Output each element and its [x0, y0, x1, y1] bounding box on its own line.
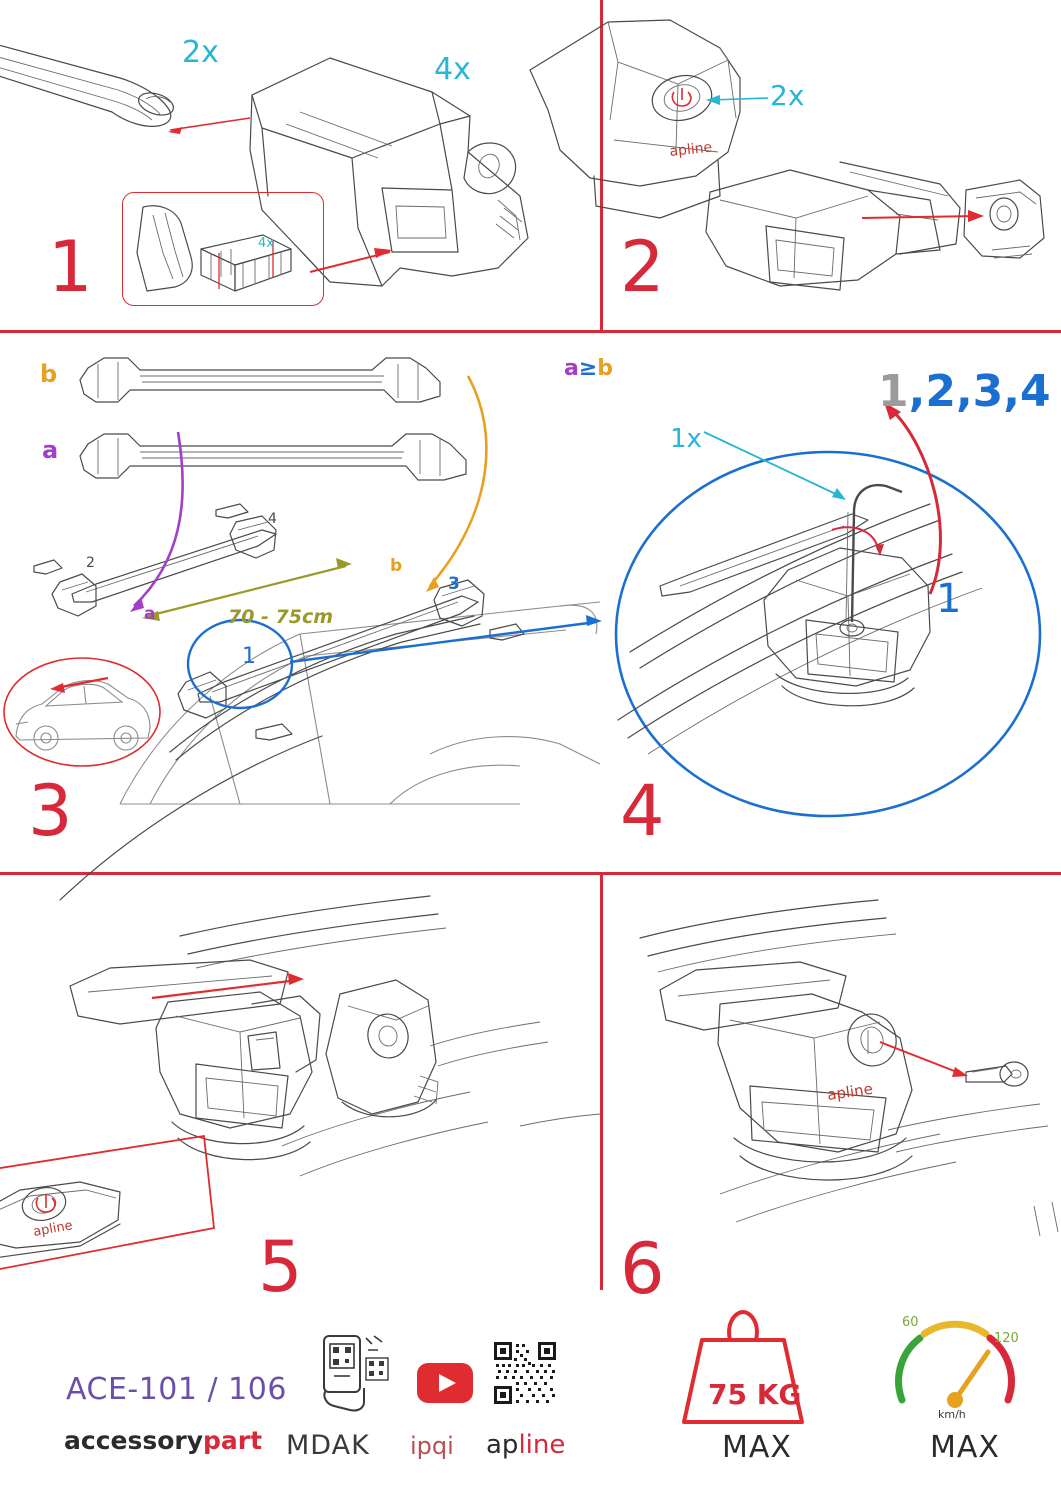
step-1-count-4x: 4x — [434, 52, 471, 87]
key-graphic — [966, 1062, 1028, 1086]
step-5-number: 5 — [258, 1226, 301, 1308]
svg-text:apline: apline — [826, 1079, 874, 1104]
brand-apline-part2: line — [518, 1430, 566, 1460]
bar-label-a: a — [42, 436, 59, 464]
step-2-number: 2 — [620, 226, 663, 308]
brand-accessorypart-part1: accessory — [64, 1426, 204, 1455]
brand-apline — [486, 1430, 565, 1460]
sequence-first: 1 — [878, 366, 909, 417]
step-1-panel — [0, 0, 600, 330]
crossbar-graphic — [0, 40, 176, 126]
crossbar-a-graphic — [80, 434, 466, 480]
arrow-label-a: a — [144, 604, 156, 624]
bar-label-b: b — [40, 360, 58, 388]
rail-and-foot-detail — [618, 485, 982, 754]
foot-with-keyhole-graphic — [660, 962, 912, 1180]
lock-cylinder-graphic — [326, 980, 438, 1117]
step-1-inset-box — [122, 192, 324, 306]
step-4-panel — [564, 334, 1061, 872]
step-2-count-2x: 2x — [770, 79, 805, 112]
step-2-illustration — [600, 0, 1061, 330]
step-4-order-label-1: 1 — [936, 576, 962, 622]
step-3-illustration — [0, 334, 600, 872]
brand-apline-part1: ap — [486, 1430, 519, 1460]
position-label-1: 1 — [242, 644, 256, 669]
callout-line-bar — [170, 118, 250, 130]
turn-indicator-red — [832, 527, 884, 556]
callout-arrow-key — [880, 1042, 968, 1077]
step-4-count-1x: 1x — [670, 424, 702, 454]
step-6-number: 6 — [620, 1228, 663, 1310]
position-label-4: 4 — [268, 511, 277, 527]
crossbar-foot-graphic — [70, 960, 320, 1160]
step-1-number: 1 — [48, 226, 91, 308]
qr-code — [492, 1340, 558, 1406]
car-direction-inset — [2, 652, 172, 772]
compare-op: ≥ — [578, 356, 598, 381]
step-6-illustration — [600, 876, 1061, 1296]
step-1-inset-count-label: 4x — [258, 236, 274, 251]
max-speed-caption: MAX — [930, 1430, 1000, 1465]
sequence-label — [878, 366, 1051, 417]
svg-text:km/h: km/h — [938, 1408, 966, 1421]
step-5-panel — [0, 876, 600, 1308]
arrow-b-orange — [426, 376, 486, 592]
max-weight-caption: MAX — [722, 1430, 792, 1465]
svg-text:apline: apline — [32, 1218, 74, 1240]
svg-text:apline: apline — [668, 139, 713, 160]
brand-accessorypart — [64, 1426, 262, 1455]
compare-a: a — [564, 356, 579, 381]
brand-ipqi: ipqi — [410, 1432, 454, 1460]
divider-middle — [0, 872, 1061, 875]
max-speed-icon — [888, 1304, 1022, 1424]
sequence-rest: ,2,3,4 — [908, 366, 1051, 417]
step-4-number: 4 — [620, 770, 663, 852]
step-3-panel — [0, 334, 600, 872]
mounted-crossbar-rear — [178, 580, 484, 718]
brand-accessorypart-part2: part — [203, 1426, 263, 1455]
product-code: ACE-101 / 106 — [66, 1372, 287, 1407]
position-label-2: 2 — [86, 555, 95, 571]
step-5-inset — [0, 1134, 260, 1276]
step-6-panel — [600, 876, 1061, 1310]
compare-b: b — [597, 356, 614, 381]
step-3-number: 3 — [28, 770, 71, 852]
compare-label — [564, 358, 613, 380]
rotation-arrow-red — [884, 402, 940, 594]
step-2-panel — [600, 0, 1061, 330]
youtube-icon[interactable] — [416, 1362, 474, 1404]
position-label-3: 3 — [448, 574, 460, 594]
zoom-circle — [616, 452, 1040, 816]
lock-closeup-illustration — [0, 1134, 260, 1276]
svg-text:60: 60 — [902, 1315, 919, 1330]
arrow-label-b: b — [390, 556, 403, 576]
distance-label: 70 - 75cm — [228, 606, 334, 628]
brand-mdak: MDAK — [286, 1430, 370, 1461]
callout-arrow-tool — [704, 432, 846, 500]
bar-insert-graphic — [706, 162, 1044, 290]
svg-text:120: 120 — [994, 1331, 1019, 1346]
step-1-count-2x: 2x — [182, 35, 219, 70]
crossbar-b-graphic — [80, 358, 440, 402]
callout-arrow-lock — [706, 95, 768, 105]
arrow-a-purple — [130, 432, 183, 612]
footer — [0, 1290, 1061, 1500]
callout-arrow-slide — [152, 973, 304, 998]
scan-qr-icon — [316, 1332, 392, 1418]
callout-arrow-insert — [862, 210, 984, 222]
rubber-pad-illustration — [123, 193, 319, 301]
divider-top — [0, 330, 1061, 333]
max-weight-value: 75 KG — [708, 1378, 802, 1411]
